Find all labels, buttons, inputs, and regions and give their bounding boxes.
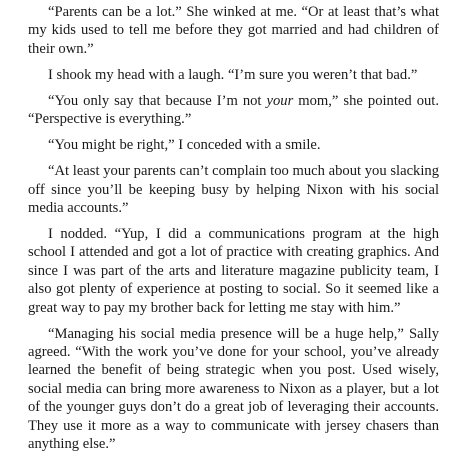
paragraph-5 bbox=[28, 162, 439, 217]
paragraph-4 bbox=[28, 136, 439, 154]
text-body bbox=[28, 3, 439, 454]
paragraph-text: mom,” she pointed out. “Perspective is everything.” bbox=[28, 92, 440, 128]
paragraph-text: “Parents can be a lot.” She winked at me. “Or at least that’s what my kids used to tell me before they got married and had children of their own.” bbox=[28, 4, 439, 57]
paragraph-text: “At least your parents can’t complain too much about you slacking off since you’ll be keeping busy by helping Nixon with his social media accounts.” bbox=[28, 163, 439, 217]
paragraph-text: “Managing his social media presence will be a huge help,” Sally agreed. “With the work you’ve done for your school, you’ve already learned the benefit of being strategic when you post. Used wisely, social media can bring more awareness to Nixon as a player, but a lot of the younger guys don’t do a great job of leveraging their accounts. They use it more as a way to communicate with jersey chasers than anything else.” bbox=[28, 325, 439, 453]
paragraph-text: I nodded. “Yup, I did a communications program at the high school I attended and got a lot of practice with creating graphics. And since I was part of the arts and literature magazine publicity team, I also got plenty of experience at posting to social. So it seemed like a great way to pay my brother back for letting me stay with him.” bbox=[28, 226, 439, 316]
paragraph-3 bbox=[28, 92, 439, 129]
paragraph-text: “You might be right,” I conceded with a smile. bbox=[48, 137, 321, 154]
paragraph-2 bbox=[28, 66, 439, 84]
paragraph-1 bbox=[28, 3, 439, 58]
paragraph-text: I shook my head with a laugh. “I’m sure you weren’t that bad.” bbox=[48, 66, 418, 83]
paragraph-7 bbox=[28, 325, 439, 454]
emphasized-word: your bbox=[266, 92, 294, 109]
paragraph-6 bbox=[28, 225, 439, 317]
paragraph-text: “You only say that because I’m not bbox=[48, 92, 267, 109]
